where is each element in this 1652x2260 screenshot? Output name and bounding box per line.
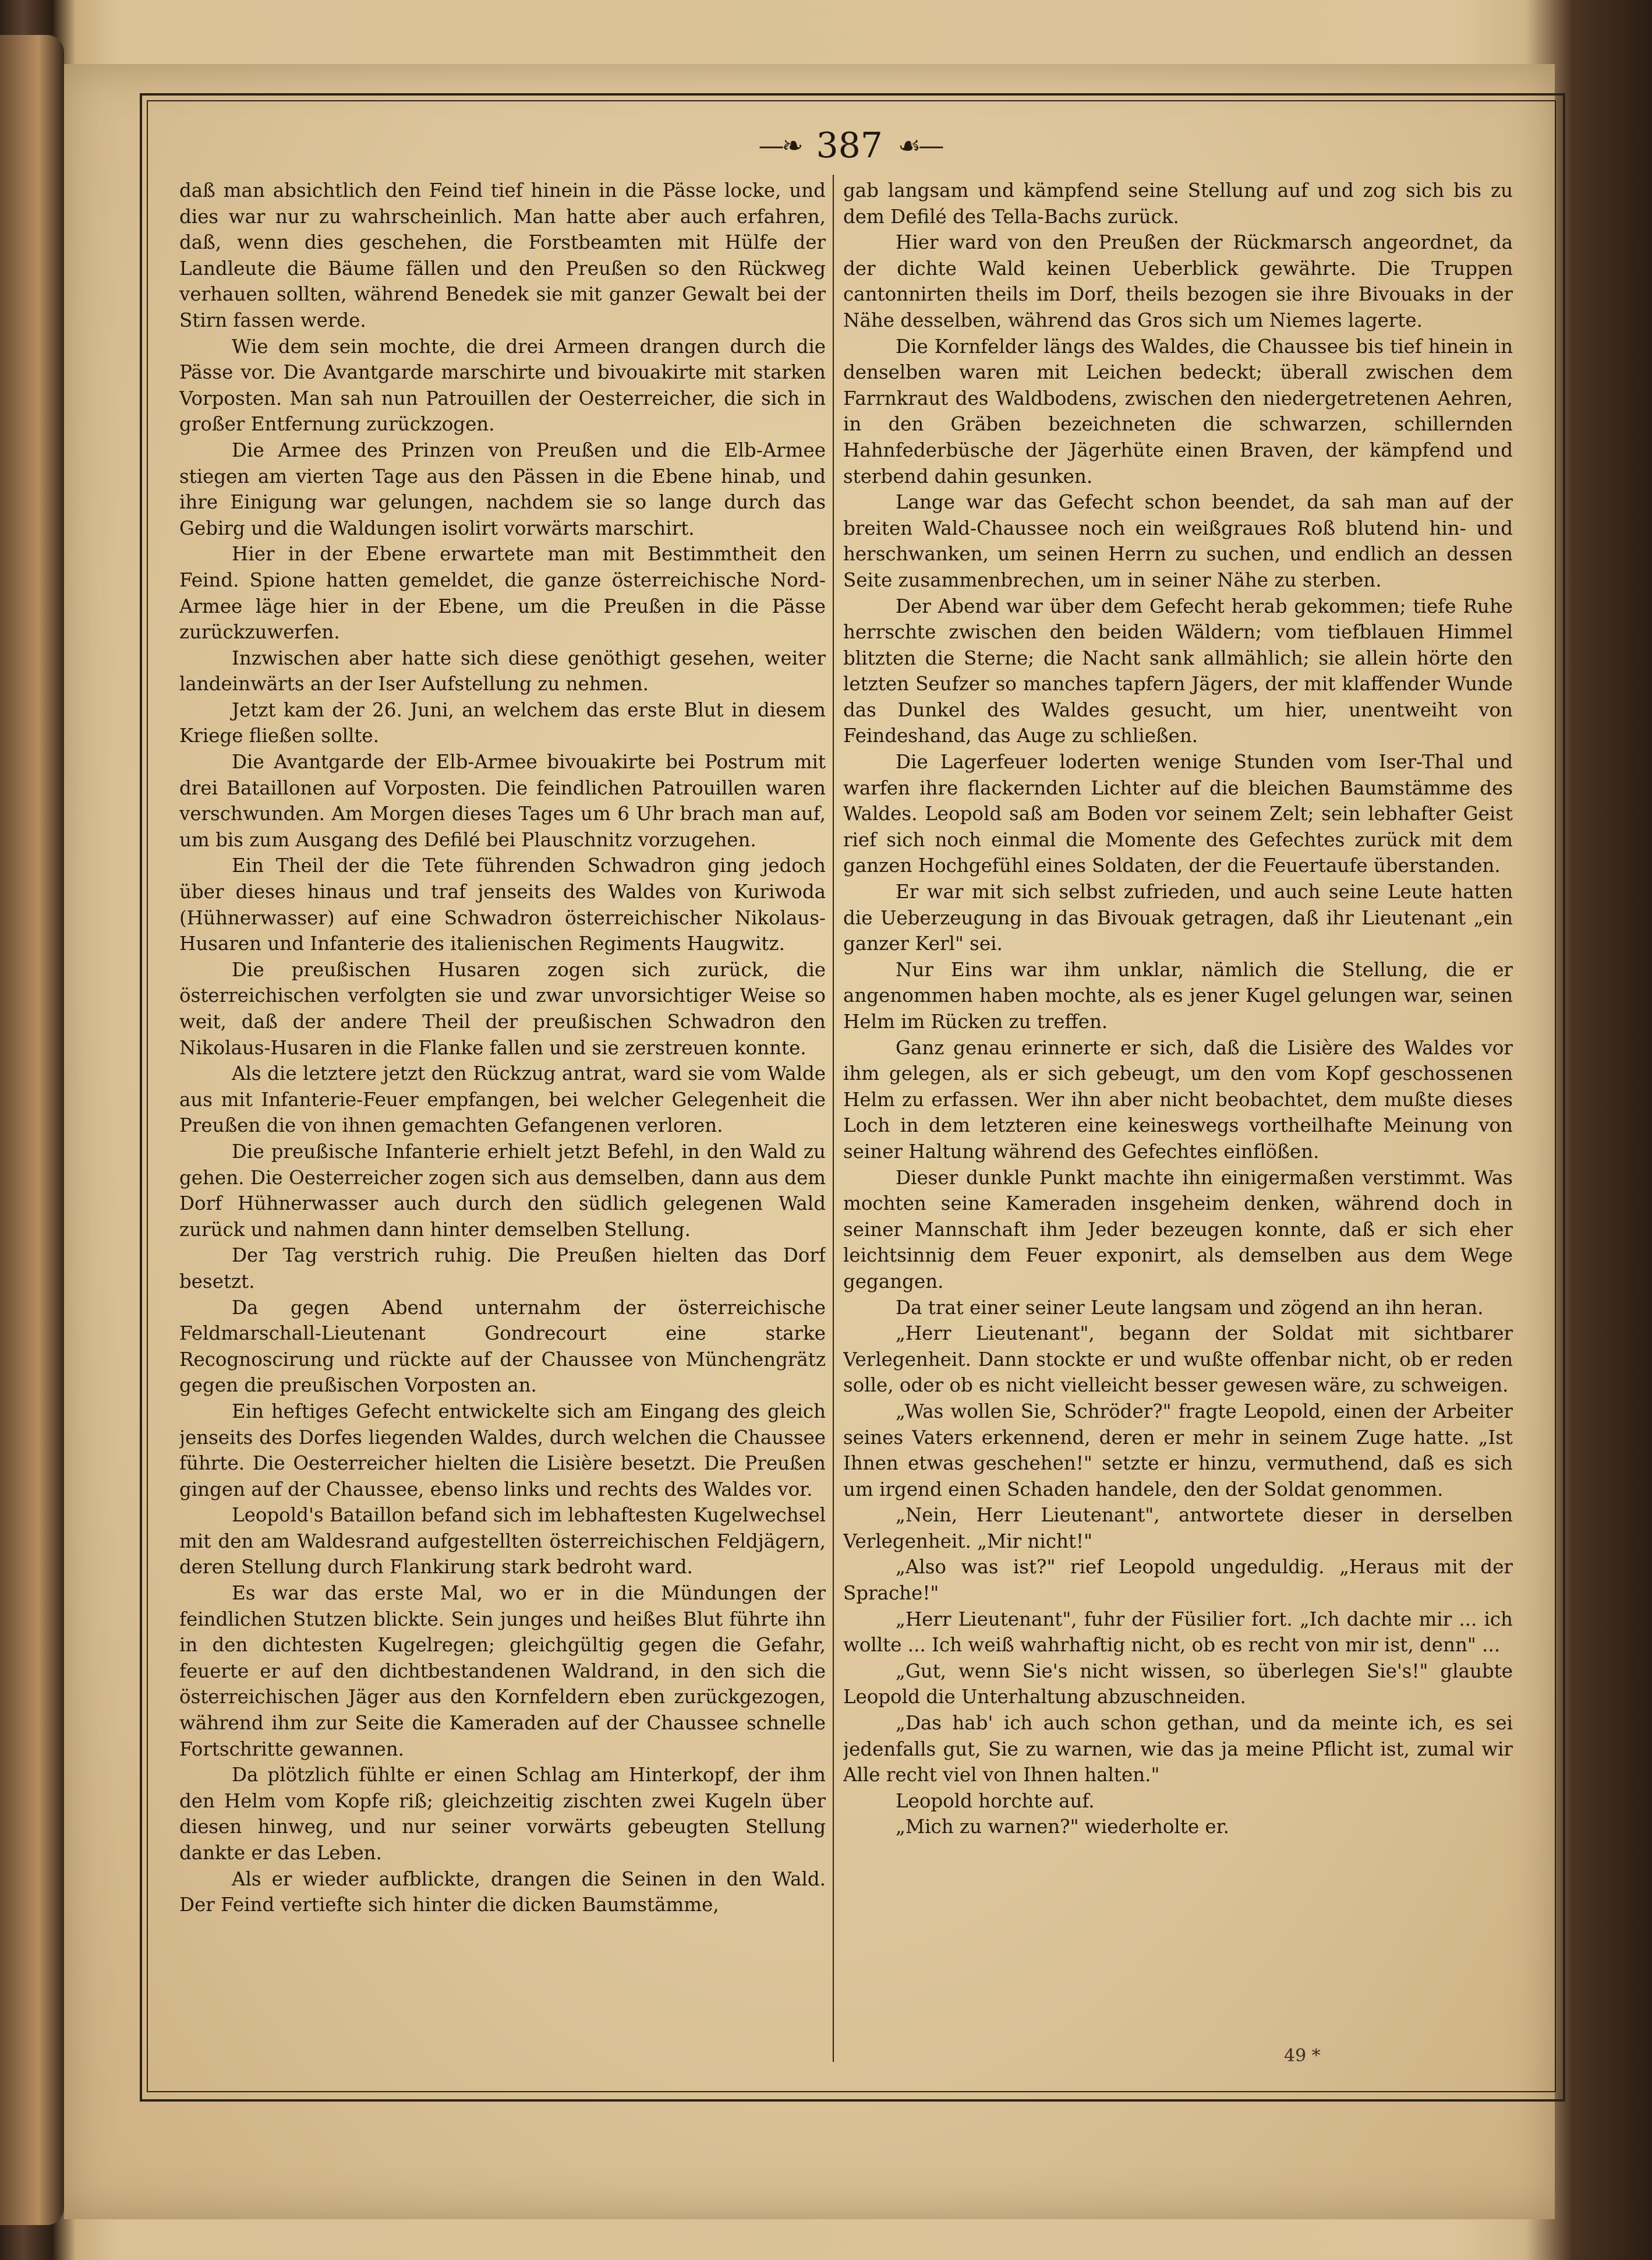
paragraph: Die Kornfelder längs des Waldes, die Chaussee bis tief hinein in denselben waren mit Leichen bedeckt; überall zwischen dem Farrnkraut des Waldbodens, zwischen den niedergetretenen Aehren, in den Gräben bezeichneten die schwarzen, schillernden Hahnfederbüsche der Jägerhüte einen Braven, der kämpfend und sterbend dahin gesunken. (843, 335, 1513, 488)
paragraph: Die Lagerfeuer loderten wenige Stunden vom Iser-Thal und warfen ihre flackernden Lichter auf die bleichen Baumstämme des Waldes. Leopold saß am Boden vor seinem Zelt; sein lebhafter Geist rief sich noch einmal die Momente des Gefechtes zurück mit dem ganzen Hochgefühl eines Soldaten, der die Feuertaufe überstanden. (843, 751, 1513, 877)
paragraph: Hier in der Ebene erwartete man mit Bestimmtheit den Feind. Spione hatten gemeldet, die ganze österreichische Nord-Armee läge hier in der Ebene, um die Preußen in die Pässe zurückzuwerfen. (179, 543, 826, 644)
left-column (179, 178, 826, 2062)
paragraph: Da plötzlich fühlte er einen Schlag am Hinterkopf, der ihm den Helm vom Kopfe riß; gleichzeitig zischten zwei Kugeln über diesen hinweg, und nur seiner vorwärts gebeugten Stellung dankte er das Leben. (179, 1764, 826, 1864)
header-ornament-left: —❧ (758, 130, 801, 161)
paragraph: Die Avantgarde der Elb-Armee bivouakirte bei Postrum mit drei Bataillonen auf Vorposten. Die feindlichen Patrouillen waren verschwunden. Am Morgen dieses Tages um 6 Uhr brach man auf, um bis zum Ausgang des Defilé bei Plauschnitz vorzugehen. (179, 751, 826, 851)
paragraph: Nur Eins war ihm unklar, nämlich die Stellung, die er angenommen haben mochte, als es jener Kugel gelungen war, seinen Helm im Rücken zu treffen. (843, 958, 1513, 1033)
paragraph: Jetzt kam der 26. Juni, an welchem das erste Blut in diesem Kriege fließen sollte. (179, 698, 826, 747)
paragraph: „Gut, wenn Sie's nicht wissen, so überlegen Sie's!" glaubte Leopold die Unterhaltung abzuschneiden. (843, 1659, 1513, 1708)
page-number: 387 (816, 125, 883, 166)
paragraph: Lange war das Gefecht schon beendet, da sah man auf der breiten Wald-Chaussee noch ein weißgraues Roß blutend hin- und herschwanken, um seinen Herrn zu suchen, und endlich an dessen Seite zusammenbrechen, um in seiner Nähe zu sterben. (843, 491, 1513, 591)
header-ornament-right: ☙— (897, 130, 942, 161)
paragraph: Da gegen Abend unternahm der österreichische Feldmarschall-Lieutenant Gondrecourt eine starke Recognoscirung und rückte auf der Chaussee von Münchengrätz gegen die preußischen Vorposten an. (179, 1296, 826, 1397)
paragraph: „Was wollen Sie, Schröder?" fragte Leopold, einen der Arbeiter seines Vaters erkennend, deren er mehr in seinem Zuge hatte. „Ist Ihnen etwas geschehen!" setzte er hinzu, vermuthend, daß es sich um irgend einen Schaden handele, den der Soldat genommen. (843, 1400, 1513, 1500)
paragraph: „Also was ist?" rief Leopold ungeduldig. „Heraus mit der Sprache!" (843, 1556, 1513, 1605)
paragraph: Der Tag verstrich ruhig. Die Preußen hielten das Dorf besetzt. (179, 1244, 826, 1293)
paragraph: Wie dem sein mochte, die drei Armeen drangen durch die Pässe vor. Die Avantgarde marschirte und bivouakirte mit starken Vorposten. Man sah nun Patrouillen der Oesterreicher, die sich in großer Entfernung zurückzogen. (179, 335, 826, 436)
signature-mark: 49 * (1284, 2046, 1321, 2066)
right-column (843, 178, 1513, 2062)
paragraph: Die preußischen Husaren zogen sich zurück, die österreichischen verfolgten sie und zwar unvorsichtiger Weise so weit, daß der andere Theil der preußischen Schwadron den Nikolaus-Husaren in die Flanke fallen und sie zerstreuen konnte. (179, 958, 826, 1059)
page-header (147, 119, 1554, 172)
paragraph: Die preußische Infanterie erhielt jetzt Befehl, in den Wald zu gehen. Die Oesterreicher zogen sich aus demselben, dann aus dem Dorf Hühnerwasser auch durch den südlich gelegenen Wald zurück und nahmen dann hinter demselben Stellung. (179, 1140, 826, 1241)
paragraph: Der Abend war über dem Gefecht herab gekommen; tiefe Ruhe herrschte zwischen den beiden Wäldern; vom tiefblauen Himmel blitzten die Sterne; die Nacht sank allmählich; sie allein hörte den letzten Seufzer so manches tapfern Jägers, der mit klaffender Wunde das Dunkel des Waldes gesucht, um hier, unentweiht von Feindeshand, das Auge zu schließen. (843, 595, 1513, 747)
paragraph: Ganz genau erinnerte er sich, daß die Lisière des Waldes vor ihm gelegen, als er sich gebeugt, um den vom Kopf geschossenen Helm zu erfassen. Wer ihn aber nicht beobachtet, dem mußte dieses Loch in dem letzteren eine keineswegs vortheilhafte Meinung von seiner Haltung während des Gefechtes einflößen. (843, 1036, 1513, 1163)
paragraph: „Das hab' ich auch schon gethan, und da meinte ich, es sei jedenfalls gut, Sie zu warnen, wie das ja meine Pflicht ist, zumal wir Alle recht viel von Ihnen halten." (843, 1712, 1513, 1786)
paragraph: Da trat einer seiner Leute langsam und zögend an ihn heran. (896, 1296, 1484, 1319)
paragraph: „Herr Lieutenant", begann der Soldat mit sichtbarer Verlegenheit. Dann stockte er und wußte offenbar nicht, ob er reden solle, oder ob es nicht vielleicht besser gewesen wäre, zu schweigen. (843, 1322, 1513, 1397)
paragraph: Die Armee des Prinzen von Preußen und die Elb-Armee stiegen am vierten Tage aus den Pässen in die Ebene hinab, und ihre Einigung war gelungen, nachdem sie so lange durch das Gebirg und die Waldungen isolirt vorwärts marschirt. (179, 439, 826, 539)
paragraph: daß man absichtlich den Feind tief hinein in die Pässe locke, und dies war nur zu wahrscheinlich. Man hatte aber auch erfahren, daß, wenn dies geschehen, die Forstbeamten mit Hülfe der Landleute die Bäume fällen und den Preußen so den Rückweg verhauen sollten, während Benedek sie mit ganzer Gewalt bei der Stirn fassen werde. (179, 179, 826, 331)
paragraph: „Nein, Herr Lieutenant", antwortete dieser in derselben Verlegenheit. „Mir nicht!" (843, 1504, 1513, 1552)
paragraph: Als er wieder aufblickte, drangen die Seinen in den Wald. Der Feind vertiefte sich hinter die dicken Baumstämme, (179, 1867, 826, 1916)
paragraph: gab langsam und kämpfend seine Stellung auf und zog sich bis zu dem Defilé des Tella-Bachs zurück. (843, 179, 1513, 228)
paragraph: Leopold's Bataillon befand sich im lebhaftesten Kugelwechsel mit den am Waldesrand aufgestellten österreichischen Feldjägern, deren Stellung durch Flankirung stark bedroht ward. (179, 1504, 826, 1579)
paragraph: „Herr Lieutenant", fuhr der Füsilier fort. „Ich dachte mir ... ich wollte ... Ich weiß wahrhaftig nicht, ob es recht von mir ist, denn" ... (843, 1608, 1513, 1657)
paragraph: Er war mit sich selbst zufrieden, und auch seine Leute hatten die Ueberzeugung in das Bivouak getragen, daß ihr Lieutenant „ein ganzer Kerl" sei. (843, 881, 1513, 955)
book-spine (0, 35, 64, 2225)
paragraph: Ein Theil der die Tete führenden Schwadron ging jedoch über dieses hinaus und traf jenseits des Waldes von Kuriwoda (Hühnerwasser) auf eine Schwadron österreichischer Nikolaus-Husaren und Infanterie des italienischen Regiments Haugwitz. (179, 854, 826, 955)
paragraph: „Mich zu warnen?" wiederholte er. (896, 1816, 1229, 1838)
paragraph: Ein heftiges Gefecht entwickelte sich am Eingang des gleich jenseits des Dorfes liegenden Waldes, durch welchen die Chaussee führte. Die Oesterreicher hielten die Lisière besetzt. Die Preußen gingen auf der Chaussee, ebenso links und rechts des Waldes vor. (179, 1400, 826, 1500)
paragraph: Es war das erste Mal, wo er in die Mündungen der feindlichen Stutzen blickte. Sein junges und heißes Blut führte ihn in den dichtesten Kugelregen; gleichgültig gegen die Gefahr, feuerte er auf den dichtbestandenen Waldrand, in den sich die österreichischen Jäger aus den Kornfeldern eben zurückgezogen, während ihm zur Seite die Kameraden auf der Chaussee schnelle Fortschritte gewannen. (179, 1582, 826, 1760)
paragraph: Leopold horchte auf. (896, 1789, 1095, 1812)
paragraph: Dieser dunkle Punkt machte ihn einigermaßen verstimmt. Was mochten seine Kameraden insgeheim denken, während doch in seiner Mannschaft ihm Jeder bezeugen konnte, daß er sich eher leichtsinnig dem Feuer exponirt, als demselben aus dem Wege gegangen. (843, 1166, 1513, 1293)
paragraph: Als die letztere jetzt den Rückzug antrat, ward sie vom Walde aus mit Infanterie-Feuer empfangen, bei welcher Gelegenheit die Preußen die von ihnen gemachten Gefangenen verloren. (179, 1062, 826, 1137)
paragraph: Hier ward von den Preußen der Rückmarsch angeordnet, da der dichte Wald keinen Ueberblick gewährte. Die Truppen cantonnirten theils im Dorf, theils bezogen sie ihre Bivouaks in der Nähe desselben, während das Gros sich um Niemes lagerte. (843, 231, 1513, 331)
paragraph: Inzwischen aber hatte sich diese genöthigt gesehen, weiter landeinwärts an der Iser Aufstellung zu nehmen. (179, 647, 826, 695)
column-divider (833, 175, 834, 2062)
